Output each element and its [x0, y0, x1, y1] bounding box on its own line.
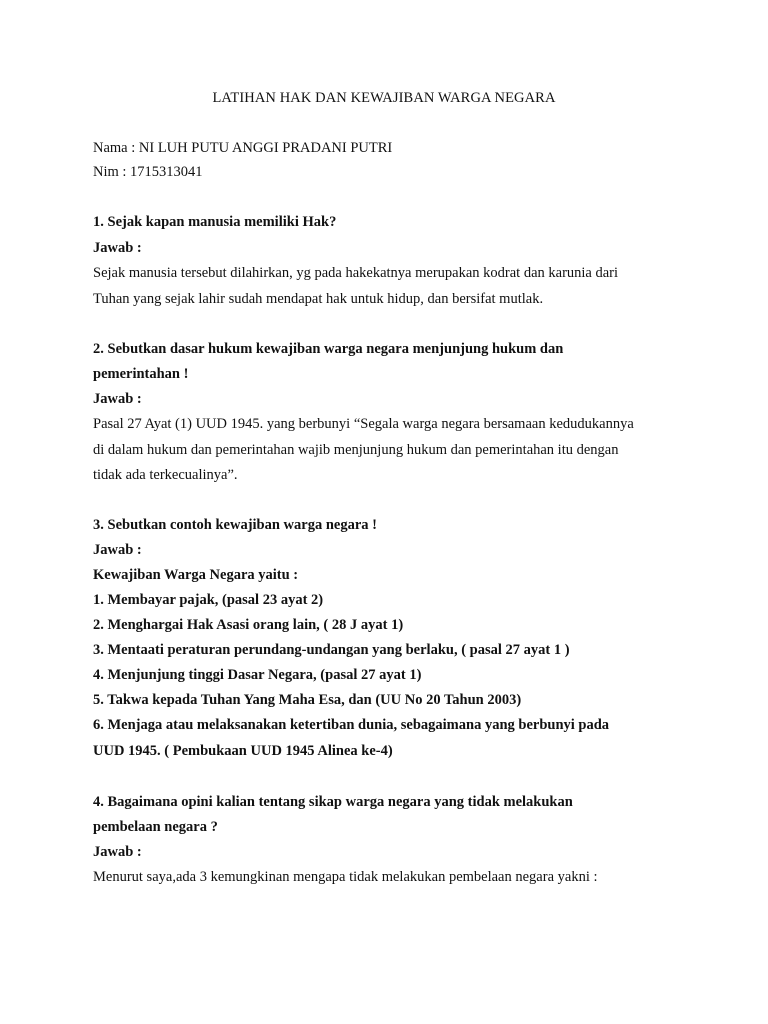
answer-3-item-6: 6. Menjaga atau melaksanakan ketertiban dunia, sebagaimana yang berbunyi pada [93, 717, 610, 733]
answer-3-item-1: 1. Membayar pajak, (pasal 23 ayat 2) [93, 592, 324, 608]
question-4-line-1: 4. Bagaimana opini kalian tentang sikap warga negara yang tidak melakukan [93, 794, 573, 810]
answer-label-1: Jawab : [93, 240, 142, 256]
answer-3-item-6-cont: UUD 1945. ( Pembukaan UUD 1945 Alinea ke-4) [93, 743, 393, 759]
answer-label-2: Jawab : [93, 391, 142, 407]
question-4-line-2: pembelaan negara ? [93, 819, 218, 835]
question-2-line-1: 2. Sebutkan dasar hukum kewajiban warga negara menjunjung hukum dan [93, 341, 564, 357]
answer-1-line-2: Tuhan yang sejak lahir sudah mendapat hak untuk hidup, dan bersifat mutlak. [93, 291, 544, 307]
answer-3-item-3: 3. Mentaati peraturan perundang-undangan yang berlaku, ( pasal 27 ayat 1 ) [93, 642, 570, 658]
answer-2-line-1: Pasal 27 Ayat (1) UUD 1945. yang berbunyi “Segala warga negara bersamaan kedudukannya [93, 416, 634, 432]
student-name: Nama : NI LUH PUTU ANGGI PRADANI PUTRI [93, 140, 393, 156]
answer-3-item-5: 5. Takwa kepada Tuhan Yang Maha Esa, dan (UU No 20 Tahun 2003) [93, 692, 522, 708]
answer-4-line-1: Menurut saya,ada 3 kemungkinan mengapa tidak melakukan pembelaan negara yakni : [93, 869, 598, 885]
student-nim: Nim : 1715313041 [93, 164, 203, 180]
answer-1-line-1: Sejak manusia tersebut dilahirkan, yg pada hakekatnya merupakan kodrat dan karunia dari [93, 265, 619, 281]
answer-2-line-3: tidak ada terkecualinya”. [93, 467, 238, 483]
question-3: 3. Sebutkan contoh kewajiban warga negara ! [93, 517, 377, 533]
answer-2-line-2: di dalam hukum dan pemerintahan wajib menjunjung hukum dan pemerintahan itu dengan [93, 442, 619, 458]
document-title: LATIHAN HAK DAN KEWAJIBAN WARGA NEGARA [212, 90, 556, 106]
answer-label-3: Jawab : [93, 542, 142, 558]
question-2-line-2: pemerintahan ! [93, 366, 189, 382]
answer-3-item-2: 2. Menghargai Hak Asasi orang lain, ( 28 J ayat 1) [93, 617, 404, 633]
question-1: 1. Sejak kapan manusia memiliki Hak? [93, 214, 337, 230]
answer-label-4: Jawab : [93, 844, 142, 860]
answer-3-intro: Kewajiban Warga Negara yaitu : [93, 567, 299, 583]
answer-3-item-4: 4. Menjunjung tinggi Dasar Negara, (pasal 27 ayat 1) [93, 667, 422, 683]
